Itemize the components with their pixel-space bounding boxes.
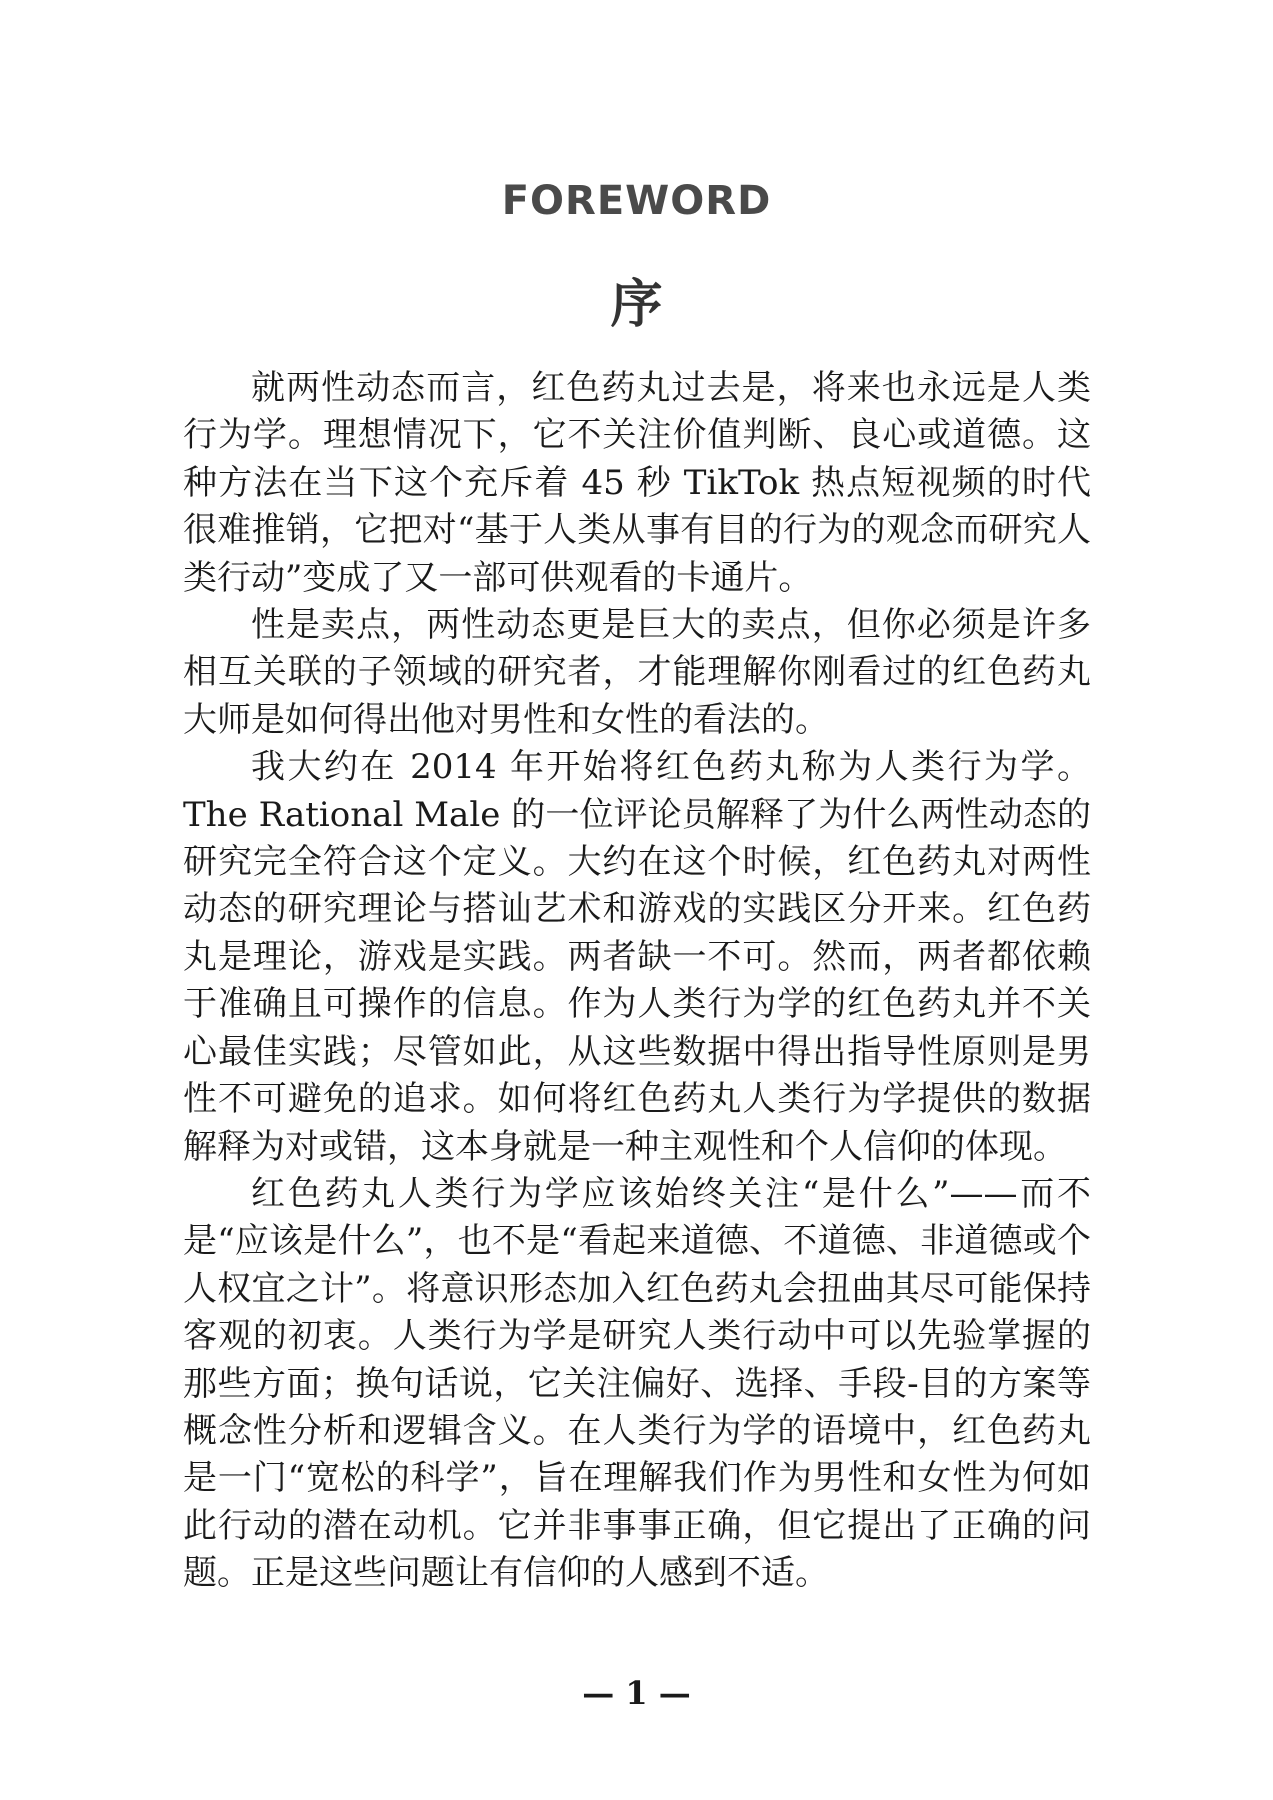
- page-number: — 1 —: [582, 1674, 691, 1712]
- chapter-title-chinese: 序: [610, 275, 663, 335]
- paragraph: 就两性动态而言，红色药丸过去是，将来也永远是人类行为学。理想情况下，它不关注价值判断、良心或道德。这种方法在当下这个充斥着 45 秒 TikTok 热点短视频的时代很难推销，它把对“基于人类从事有目的行为的观念而研究人类行动”变成了又一部可供观看的卡通片。: [183, 368, 1091, 598]
- paragraph: 红色药丸人类行为学应该始终关注“是什么”——而不是“应该是什么”，也不是“看起来道德、不道德、非道德或个人权宜之计”。将意识形态加入红色药丸会扭曲其尽可能保持客观的初衷。人类行为学是研究人类行动中可以先验掌握的那些方面；换句话说，它关注偏好、选择、手段-目的方案等概念性分析和逻辑含义。在人类行为学的语境中，红色药丸是一门“宽松的科学”，旨在理解我们作为男性和女性为何如此行动的潜在动机。它并非事事正确，但它提出了正确的问题。正是这些问题让有信仰的人感到不适。: [183, 1173, 1091, 1594]
- foreword-body: [183, 365, 1091, 1598]
- chapter-title-english: FOREWORD: [501, 178, 772, 224]
- paragraph: 我大约在 2014 年开始将红色药丸称为人类行为学。The Rational Male 的一位评论员解释了为什么两性动态的研究完全符合这个定义。大约在这个时候，红色药丸对两性动态的研究理论与搭讪艺术和游戏的实践区分开来。红色药丸是理论，游戏是实践。两者缺一不可。然而，两者都依赖于准确且可操作的信息。作为人类行为学的红色药丸并不关心最佳实践；尽管如此，从这些数据中得出指导性原则是男性不可避免的追求。如何将红色药丸人类行为学提供的数据解释为对或错，这本身就是一种主观性和个人信仰的体现。: [183, 747, 1091, 1167]
- paragraph: 性是卖点，两性动态更是巨大的卖点，但你必须是许多相互关联的子领域的研究者，才能理解你刚看过的红色药丸大师是如何得出他对男性和女性的看法的。: [183, 605, 1091, 740]
